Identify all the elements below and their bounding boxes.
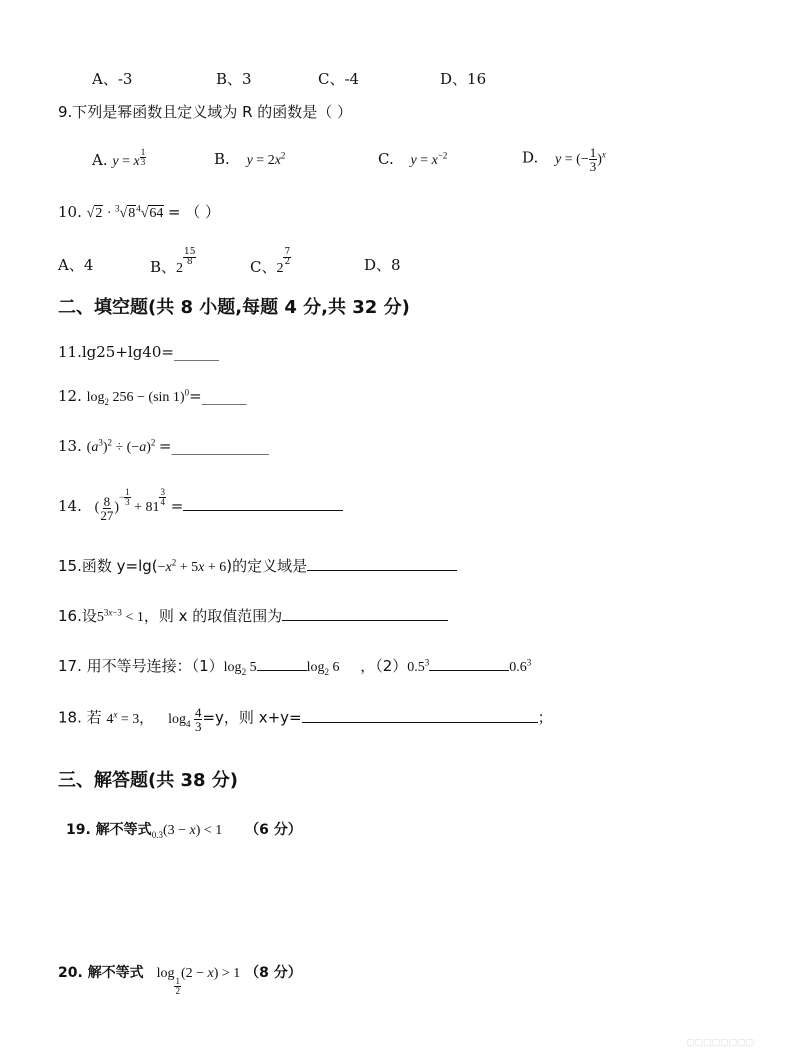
- q15: [58, 556, 457, 578]
- q16-mid: ，则 x 的取值范围为: [143, 607, 283, 625]
- section-2-title: 二、填空题(共 8 小题,每题 4 分,共 32 分): [58, 297, 410, 318]
- q14-expression: ( $\frac{8}{27}$ )$^{- \frac{1}{3}}$ + 81 $^{\frac{3}{4}}$: [94, 487, 165, 523]
- q18-mid: =y，则 x+y=: [202, 708, 302, 727]
- q8-option-d: D、16: [440, 70, 487, 88]
- q11: 11.lg25+lg40=______: [58, 343, 219, 361]
- q15-expression: $-x^2 + 5x + 6$: [157, 557, 227, 575]
- q13-number: 13.: [58, 437, 82, 455]
- q10-b-exp-num: 15: [184, 247, 196, 257]
- q10-c-exp-num: 7: [284, 247, 291, 257]
- q9-option-d-label: D.: [522, 148, 539, 167]
- q12-expression: $\log_2 256 - (\sin$ 1)$^0$: [86, 387, 190, 407]
- q14-tail: =: [170, 497, 184, 516]
- q13-expression: $(a^3)^2 \div (-a)^2$: [86, 437, 156, 455]
- q17-mid: ，（2）: [360, 657, 408, 675]
- q9-option-c: [378, 150, 447, 169]
- q17-answer-blank-2[interactable]: [429, 656, 509, 671]
- q10-option-c-label: C、: [250, 258, 277, 276]
- q8-option-c: C、-4: [318, 70, 360, 88]
- q9-stem: 9.下列是幂函数且定义域为 R 的函数是（ ）: [58, 103, 353, 121]
- q10-c-exp-den: 2: [284, 257, 291, 267]
- q14: [58, 487, 343, 523]
- q13: [58, 436, 269, 458]
- q20-score: （8 分）: [245, 965, 302, 981]
- section-3-title: 三、解答题(共 38 分): [58, 770, 239, 791]
- q16-expression: $5^{3x-3} < 1$: [96, 607, 144, 625]
- q19: [66, 820, 302, 841]
- q9-option-c-formula: $y = x^{-2}$: [410, 150, 448, 168]
- q18-expression-2: $\log_4$ $\frac{4}{3}$: [168, 705, 202, 734]
- q12-number: 12.: [58, 387, 82, 405]
- q20-text: 解不等式: [87, 965, 144, 981]
- q9-option-b-formula: $y = 2x^2$: [246, 150, 286, 168]
- q17-expression-2: $0.5^3$: [407, 657, 430, 675]
- q17-expression-1b: $\log_2 6$: [306, 660, 340, 677]
- q20: [58, 963, 302, 997]
- q10-b-exp-den: 8: [186, 257, 193, 267]
- q9-option-a-label: A.: [92, 151, 108, 170]
- q9-option-d-formula: y = (− $\frac{1}{3}$ )$^x$: [555, 145, 606, 174]
- q16-text: 16.设: [58, 607, 97, 625]
- q12-tail: =______: [189, 387, 247, 405]
- q10-option-d: D、8: [364, 256, 401, 274]
- q13-tail: =_____________: [158, 437, 269, 455]
- q16-answer-blank[interactable]: [282, 606, 448, 621]
- q14-number: 14.: [58, 497, 82, 516]
- q9-option-d: [522, 146, 606, 173]
- q9-option-a-formula: y = x $^{\frac{1}{3}}$: [112, 147, 146, 170]
- q18-end: ；: [537, 708, 553, 727]
- q19-number: 19.: [66, 822, 91, 838]
- q17-text: 17. 用不等号连接：（1）: [58, 657, 224, 675]
- q17-answer-blank-1[interactable]: [257, 656, 307, 671]
- q20-number: 20.: [58, 965, 83, 981]
- q12: [58, 386, 247, 408]
- q15-tail: )的定义域是: [226, 557, 308, 575]
- q18-text: 18. 若: [58, 708, 102, 727]
- q18: [58, 706, 553, 733]
- q14-answer-blank[interactable]: [183, 496, 343, 511]
- q18-answer-blank[interactable]: [302, 708, 538, 723]
- q10-option-b: B、2 $^{\frac{15}{8}}$: [150, 247, 196, 276]
- q19-expression: $_{0.3}$(3 − x) < 1: [151, 823, 223, 840]
- q17-expression-2b: $0.6^3$: [509, 657, 532, 675]
- q9-option-c-label: C.: [378, 150, 394, 168]
- q20-expression: log $_{\frac{1}{2}}$ (2 − x) > 1: [156, 966, 241, 997]
- q9-option-a: [92, 148, 146, 170]
- q9-option-b: [214, 150, 285, 169]
- q9-option-b-label: B.: [214, 150, 230, 168]
- q15-answer-blank[interactable]: [307, 556, 457, 571]
- q18-expression-1: $4^x = 3$，: [106, 709, 154, 727]
- q17: [58, 656, 531, 678]
- watermark-logo: ▢▢▢▢▢▢▢▢: [685, 1038, 754, 1048]
- q15-text: 15.函数 y=lg(: [58, 557, 158, 575]
- q10-option-c: C、2 $^{\frac{7}{2}}$: [250, 247, 291, 276]
- q10-option-a: A、4: [58, 256, 94, 274]
- q10-stem: [58, 202, 220, 224]
- q19-text: 解不等式: [95, 822, 152, 838]
- q10-option-b-label: B、: [150, 258, 177, 276]
- q10-number: 10.: [58, 203, 82, 221]
- q8-option-b: B、3: [216, 70, 252, 88]
- q10-expression: $√2 \cdot ^3√8^4√64$: [86, 203, 164, 221]
- q19-score: （6 分）: [245, 822, 302, 838]
- q17-expression-1: $\log_2 5$: [223, 660, 257, 677]
- q16: [58, 606, 448, 628]
- q10-tail: = （ ）: [167, 203, 220, 221]
- q8-option-a: A、-3: [92, 70, 133, 88]
